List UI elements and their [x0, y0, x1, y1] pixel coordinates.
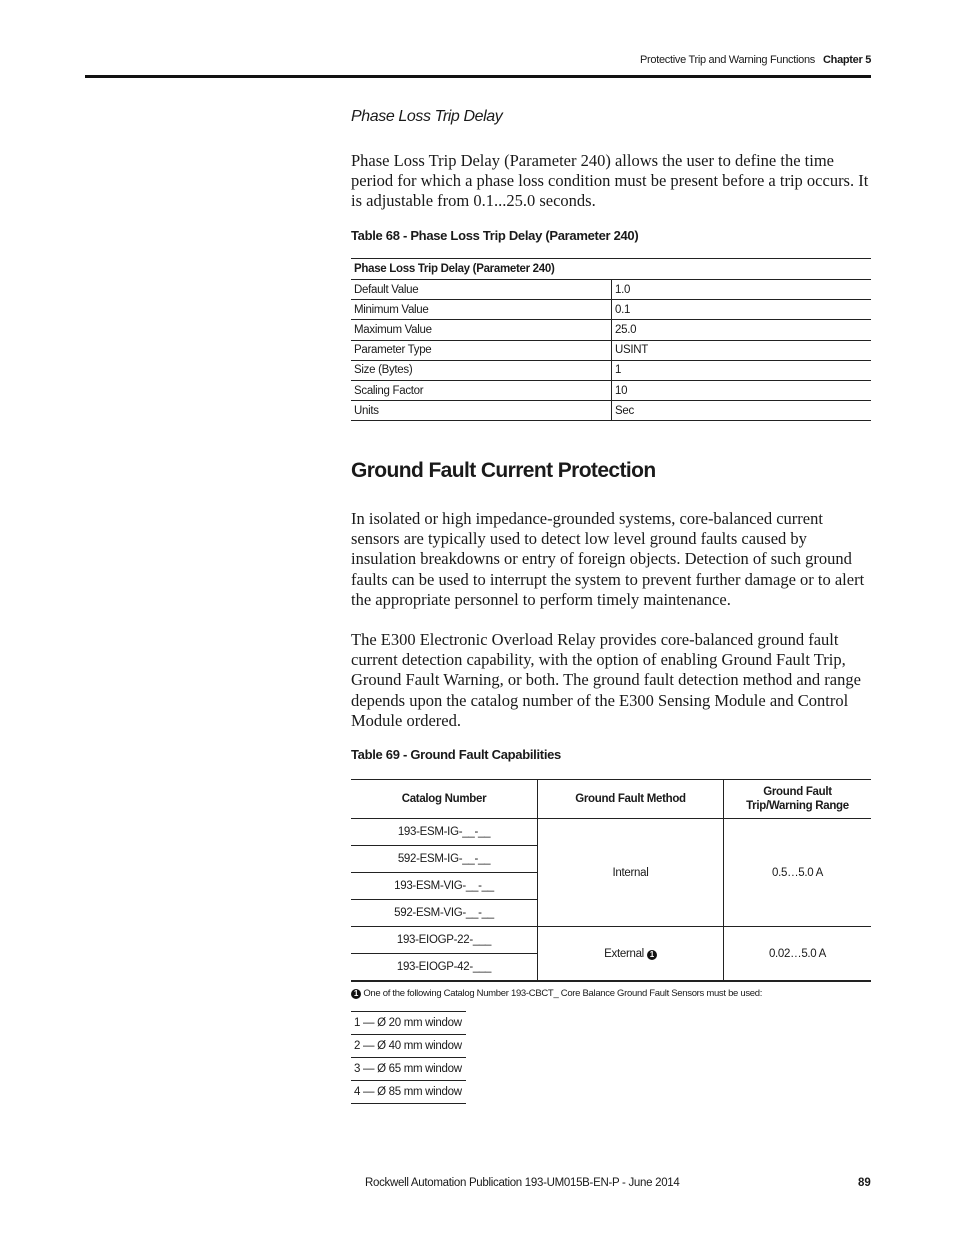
section-heading: Ground Fault Current Protection	[351, 459, 656, 482]
ground-fault-capabilities-table	[351, 779, 871, 982]
column-header-catalog: Catalog Number	[351, 780, 538, 819]
parameter-value: Sec	[612, 401, 872, 421]
list-item: 1 — Ø 20 mm window	[351, 1011, 466, 1034]
table-row	[351, 300, 871, 320]
catalog-number-cell: 193-ESM-VIG-__-__	[351, 873, 538, 900]
parameter-label: Maximum Value	[351, 320, 612, 340]
parameter-label: Scaling Factor	[351, 380, 612, 400]
running-header-chapter: Chapter 5	[823, 54, 872, 66]
footer-publication: Rockwell Automation Publication 193-UM015B-EN-P - June 2014	[365, 1177, 680, 1189]
parameter-value: 1	[612, 360, 872, 380]
table68-caption: Table 68 - Phase Loss Trip Delay (Parameter 240)	[351, 228, 639, 243]
method-cell-internal: Internal	[538, 819, 724, 927]
table-row	[351, 401, 871, 421]
table-footnote	[351, 988, 762, 999]
parameter-label: Minimum Value	[351, 300, 612, 320]
table-row	[351, 927, 871, 954]
ground-fault-paragraph-2: The E300 Electronic Overload Relay provides core-balanced ground fault current detection capability, with the option of enabling Ground Fault Trip, Ground Fault Warning, or both. The ground fault detection method and range depends upon the catalog number of the E300 Sensing Module and Control Module ordered.	[351, 630, 861, 730]
parameter-value: 25.0	[612, 320, 872, 340]
column-header-method: Ground Fault Method	[538, 780, 724, 819]
parameter-label: Parameter Type	[351, 340, 612, 360]
ground-fault-paragraph-1: In isolated or high impedance-grounded systems, core-balanced current sensors are typically used to detect low level ground faults caused by insulation breakdowns or entry of foreign objects. Detection of such ground faults can be used to interrupt the system to prevent further damage or to alert the appropriate personnel to perform timely maintenance.	[351, 509, 865, 609]
parameter-value: 1.0	[612, 280, 872, 300]
table68-header: Phase Loss Trip Delay (Parameter 240)	[351, 259, 871, 280]
table-row	[351, 320, 871, 340]
parameter-value: USINT	[612, 340, 872, 360]
method-cell-external	[538, 927, 724, 982]
footnote-text: One of the following Catalog Number 193-CBCT_ Core Balance Ground Fault Sensors must be used:	[363, 988, 763, 999]
table-row	[351, 819, 871, 846]
table-row	[351, 340, 871, 360]
list-item: 2 — Ø 40 mm window	[351, 1034, 466, 1057]
parameter-value: 10	[612, 380, 872, 400]
table-row	[351, 280, 871, 300]
parameter-label: Units	[351, 401, 612, 421]
parameter-value: 0.1	[612, 300, 872, 320]
table-row	[351, 360, 871, 380]
list-item: 3 — Ø 65 mm window	[351, 1057, 466, 1080]
header-divider	[85, 75, 871, 78]
phase-loss-subheading: Phase Loss Trip Delay	[351, 108, 503, 125]
catalog-number-cell: 193-ESM-IG-__-__	[351, 819, 538, 846]
running-header-section: Protective Trip and Warning Functions	[640, 54, 815, 66]
phase-loss-paragraph: Phase Loss Trip Delay (Parameter 240) allows the user to define the time period for which a phase loss condition must be present before a trip occurs. It is adjustable from 0.1...25.0 seconds.	[351, 151, 869, 211]
sensor-window-list	[351, 1011, 466, 1104]
method-label-external: External	[604, 947, 644, 960]
parameter-label: Size (Bytes)	[351, 360, 612, 380]
parameter-label: Default Value	[351, 280, 612, 300]
range-cell-internal: 0.5…5.0 A	[724, 819, 872, 927]
catalog-number-cell: 193-EIOGP-22-___	[351, 927, 538, 954]
table69-caption: Table 69 - Ground Fault Capabilities	[351, 747, 561, 762]
column-header-range: Ground Fault Trip/Warning Range	[724, 780, 872, 819]
footnote-marker-icon: 1	[351, 989, 361, 999]
list-item: 4 — Ø 85 mm window	[351, 1080, 466, 1104]
footnote-marker-icon: 1	[647, 950, 657, 960]
range-cell-external: 0.02…5.0 A	[724, 927, 872, 982]
catalog-number-cell: 193-EIOGP-42-___	[351, 954, 538, 982]
catalog-number-cell: 592-ESM-VIG-__-__	[351, 900, 538, 927]
phase-loss-parameter-table	[351, 258, 871, 421]
catalog-number-cell: 592-ESM-IG-__-__	[351, 846, 538, 873]
page-number: 89	[858, 1177, 871, 1189]
table-row	[351, 380, 871, 400]
